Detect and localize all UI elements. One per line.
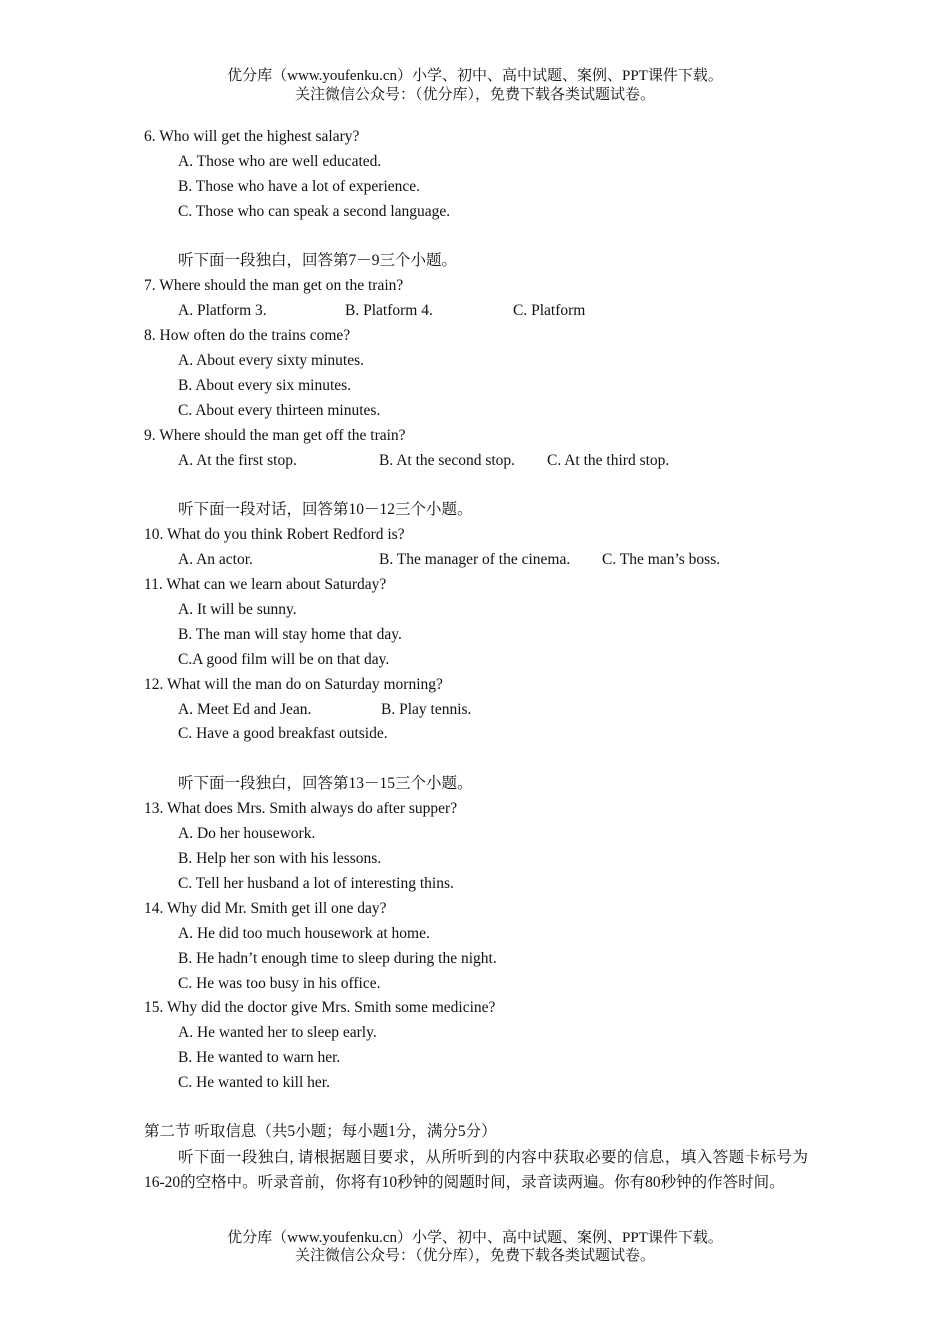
question-11-stem: 11. What can we learn about Saturday? (144, 576, 387, 593)
question-10-stem: 10. What do you think Robert Redford is? (144, 526, 405, 543)
question-9-stem: 9. Where should the man get off the train? (144, 427, 406, 444)
question-7-option-a: A. Platform 3. (178, 302, 267, 319)
question-6-option-a: A. Those who are well educated. (178, 153, 382, 170)
question-15-option-c: C. He wanted to kill her. (178, 1074, 330, 1091)
question-10-option-b: B. The manager of the cinema. (379, 551, 571, 568)
question-15-option-a: A. He wanted her to sleep early. (178, 1024, 377, 1041)
question-13-option-a: A. Do her housework. (178, 825, 316, 842)
question-7-option-c: C. Platform (513, 302, 586, 319)
question-8-stem: 8. How often do the trains come? (144, 327, 351, 344)
question-11-option-a: A. It will be sunny. (178, 601, 297, 618)
section-2-instructions: 听下面一段独白, 请根据题目要求，从所听到的内容中获取必要的信息，填入答题卡标号为16-20的空格中。听录音前，你将有10秒钟的阅题时间，录音读两遍。你有80秒钟的作答时间。 (144, 1149, 808, 1191)
question-12-stem: 12. What will the man do on Saturday morning? (144, 676, 443, 693)
question-9-option-b: B. At the second stop. (379, 452, 516, 469)
header-line-1: 优分库（www.youfenku.cn）小学、初中、高中试题、案例、PPT课件下载。 (227, 68, 723, 84)
question-12-option-c: C. Have a good breakfast outside. (178, 725, 388, 742)
question-15-stem: 15. Why did the doctor give Mrs. Smith some medicine? (144, 999, 496, 1016)
question-8-option-a: A. About every sixty minutes. (178, 352, 364, 369)
section-instruction-13-15: 听下面一段独白，回答第13－15三个小题。 (178, 775, 473, 792)
question-6-option-b: B. Those who have a lot of experience. (178, 178, 421, 195)
question-10-option-c: C. The man’s boss. (602, 551, 721, 568)
section-instruction-10-12: 听下面一段对话，回答第10－12三个小题。 (178, 501, 473, 518)
question-9-option-c: C. At the third stop. (547, 452, 670, 469)
question-7-stem: 7. Where should the man get on the train? (144, 277, 404, 294)
question-12-option-b: B. Play tennis. (381, 701, 472, 718)
question-15-option-b: B. He wanted to warn her. (178, 1049, 341, 1066)
footer-line-2: 关注微信公众号：（优分库），免费下载各类试题试卷。 (294, 1248, 655, 1264)
question-14-option-b: B. He hadn’t enough time to sleep during the night. (178, 950, 497, 967)
question-14-stem: 14. Why did Mr. Smith get ill one day? (144, 900, 387, 917)
header-line-2: 关注微信公众号：（优分库），免费下载各类试题试卷。 (294, 87, 655, 103)
section-2-title: 第二节 听取信息（共5小题；每小题1分，满分5分） (144, 1123, 497, 1140)
question-8-option-b: B. About every six minutes. (178, 377, 352, 394)
question-8-option-c: C. About every thirteen minutes. (178, 402, 381, 419)
question-14-option-a: A. He did too much housework at home. (178, 925, 430, 942)
question-13-option-b: B. Help her son with his lessons. (178, 850, 382, 867)
footer-line-1: 优分库（www.youfenku.cn）小学、初中、高中试题、案例、PPT课件下载。 (227, 1230, 723, 1246)
question-9-option-a: A. At the first stop. (178, 452, 297, 469)
question-13-stem: 13. What does Mrs. Smith always do after supper? (144, 800, 458, 817)
question-12-option-a: A. Meet Ed and Jean. (178, 701, 312, 718)
question-10-option-a: A. An actor. (178, 551, 253, 568)
section-instruction-7-9: 听下面一段独白，回答第7－9三个小题。 (178, 252, 458, 269)
question-6-stem: 6. Who will get the highest salary? (144, 128, 360, 145)
question-6-option-c: C. Those who can speak a second language. (178, 203, 451, 220)
question-14-option-c: C. He was too busy in his office. (178, 975, 381, 992)
question-7-option-b: B. Platform 4. (345, 302, 433, 319)
question-11-option-c: C.A good film will be on that day. (178, 651, 390, 668)
question-11-option-b: B. The man will stay home that day. (178, 626, 402, 643)
question-13-option-c: C. Tell her husband a lot of interesting thins. (178, 875, 454, 892)
